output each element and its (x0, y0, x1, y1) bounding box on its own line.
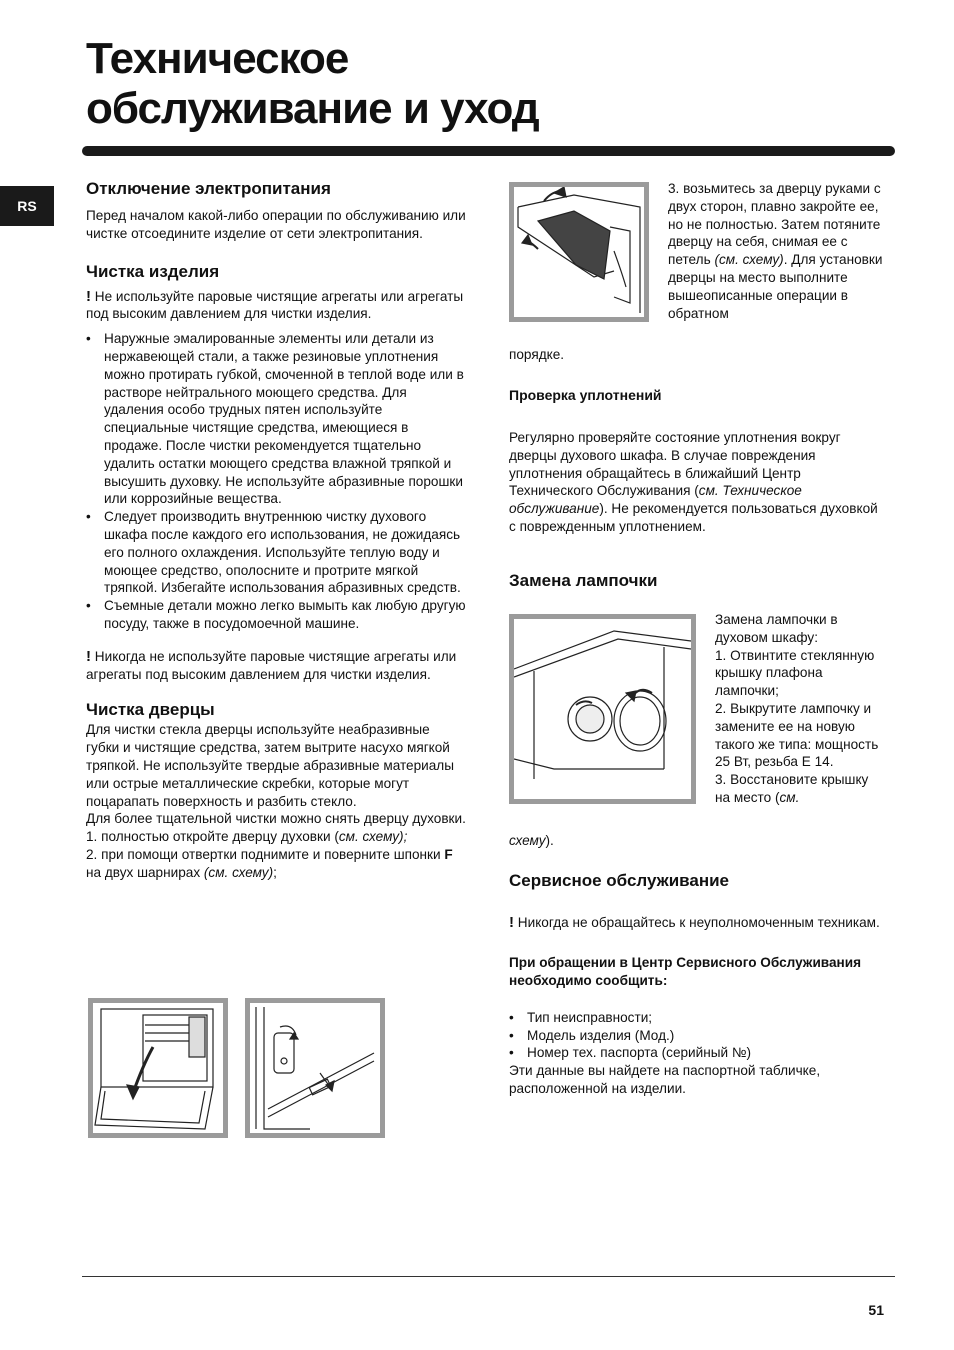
door-removal-figure (509, 182, 649, 322)
service-warning-text: Никогда не обращайтесь к неуполномоченным техникам. (517, 915, 880, 930)
left-column (86, 178, 466, 882)
door-step-2-end: ; (273, 864, 277, 880)
lamp-step-2: 2. Выкрутите лампочку и замените ее на новую такого же типа: мощность 25 Вт, резьба Е 14. (715, 700, 879, 770)
page-title (86, 34, 886, 134)
warning-icon: ! (509, 914, 514, 931)
door-step-3-text-end: . Для установки дверцы на место выполните вышеописанные операции в обратном (668, 252, 883, 321)
hinge-letter: F (444, 846, 453, 862)
warning-icon: ! (86, 647, 91, 665)
seals-ref: см. Техническое обслуживание (509, 483, 802, 517)
cleaning-warning-2 (86, 648, 466, 684)
door-text-2: Для более тщательной чистки можно снять дверцу духовки. (86, 811, 466, 827)
oven-open-door-drawing (93, 1003, 223, 1133)
power-text: Перед началом какой-либо операции по обслуживанию или чистке отсоедините изделие от сети электропитания. (86, 208, 466, 241)
service-section (509, 870, 885, 1098)
seals-text-1: Регулярно проверяйте состояние уплотнения вокруг дверцы духового шкафа. В случае повреждения уплотнения обращайтесь в ближайший Центр Технического Обслуживания ( (509, 430, 841, 499)
title-line-1: Техническое (86, 34, 349, 83)
lamp-intro: Замена лампочки в духовом шкафу: (715, 612, 838, 645)
lamp-figure (509, 614, 696, 804)
cleaning-warning (86, 288, 466, 324)
lamp-step-3-ref: см. (779, 789, 800, 805)
lamp-drawing (514, 619, 691, 799)
page-number: 51 (868, 1302, 884, 1318)
service-warning (509, 914, 885, 932)
door-step-3-text: 3. возьмитесь за дверцу руками с двух сторон, плавно закройте ее, но не полностью. Затем потяните дверцу на себя, снимая ее с петель (668, 181, 881, 268)
list-item: • Наружные эмалированные элементы или детали из нержавеющей стали, а также резиновые уплотнения можно протирать губкой, смоченной в теплой воде или в растворе нейтрального моющего средства. Для удаления особо трудных пятен используйте специальные чистящие средства, имеющиеся в продаже. После чистки рекомендуется тщательно удалить остатки моющего средства влажной тряпкой и высушить духовку. Не используйте абразивные порошки или коррозийные вещества. (86, 330, 466, 508)
door-removal-drawing (514, 187, 644, 317)
door-step-1 (86, 828, 466, 846)
lamp-tail-end: ). (545, 833, 554, 848)
door-text-1: Для чистки стекла дверцы используйте неабразивные губки и чистящие средства, затем вытрите насухо мягкой тряпкой. Не используйте твердые абразивные материалы или острые металлические скребки, которые могут поцарапать поверхность и разбить стекло. (86, 722, 454, 809)
footer-divider (82, 1276, 895, 1277)
language-tab: RS (0, 186, 54, 226)
section-heading-seals: Проверка уплотнений (509, 387, 662, 403)
door-step-1-ref: см. схему); (338, 829, 408, 845)
door-hinge-figure (245, 998, 385, 1138)
lamp-step-3-tail (509, 832, 709, 850)
oven-open-door-figure (88, 998, 228, 1138)
section-heading-lamp: Замена лампочки (509, 571, 658, 590)
list-item: • Номер тех. паспорта (серийный №) (509, 1044, 885, 1062)
lamp-ref-tail: схему (509, 833, 546, 848)
door-step-2-ref: (см. схему) (203, 864, 274, 880)
cleaning-warning-text: Не используйте паровые чистящие агрегаты или агрегаты под высоким давлением для чистки изделия. (86, 288, 464, 322)
door-step-3-ref: (см. схему) (714, 252, 784, 268)
door-step-1-text: 1. полностью откройте дверцу духовки ( (86, 829, 339, 845)
lamp-step-3 (715, 771, 887, 807)
list-item: • Съемные детали можно легко вымыть как любую другую посуду, также в посудомоечной машине. (86, 597, 466, 633)
lamp-step-1: 1. Отвинтите стеклянную крышку плафона лампочки; (715, 647, 875, 699)
door-step-3-tail: порядке. (509, 347, 565, 362)
seals-section (509, 386, 885, 536)
list-item: • Тип неисправности; (509, 1009, 885, 1027)
door-step-2 (86, 846, 466, 882)
section-heading-service: Сервисное обслуживание (509, 871, 730, 890)
section-heading-power: Отключение электропитания (86, 179, 331, 198)
seals-text-2: ). Не рекомендуется пользоваться духовкой с поврежденным уплотнением. (509, 501, 878, 534)
service-list (509, 1009, 885, 1062)
section-heading-door: Чистка дверцы (86, 700, 215, 720)
title-divider (82, 146, 895, 156)
lamp-step-3-text: 3. Восстановите крышку на место ( (715, 772, 869, 805)
cleaning-list (86, 330, 466, 633)
door-step-2-text-b: на двух шарнирах (86, 864, 204, 880)
section-heading-cleaning: Чистка изделия (86, 261, 220, 281)
door-hinge-drawing (250, 1003, 380, 1133)
service-footer: Эти данные вы найдете на паспортной табличке, расположенной на изделии. (509, 1063, 821, 1096)
title-line-2: обслуживание и уход (86, 84, 539, 133)
door-step-2-text: 2. при помощи отвертки поднимите и поверните шпонки (86, 846, 445, 862)
list-item: • Следует производить внутреннюю чистку духового шкафа после каждого его использования, не дожидаясь его полного охлаждения. Используйте теплую воду и моющее средство, ополосните и протрите мягкой тряпкой. Избегайте использования абразивных средств. (86, 508, 466, 597)
list-item: • Модель изделия (Мод.) (509, 1027, 885, 1045)
cleaning-warning-2-text: Никогда не используйте паровые чистящие агрегаты или агрегаты под высоким давлением для чистки изделия. (86, 648, 457, 682)
seals-text (509, 429, 885, 536)
warning-icon: ! (86, 287, 91, 305)
door-step-3 (668, 180, 884, 322)
lamp-steps (715, 611, 887, 807)
service-bold-text: При обращении в Центр Сервисного Обслуживания необходимо сообщить: (509, 954, 862, 989)
